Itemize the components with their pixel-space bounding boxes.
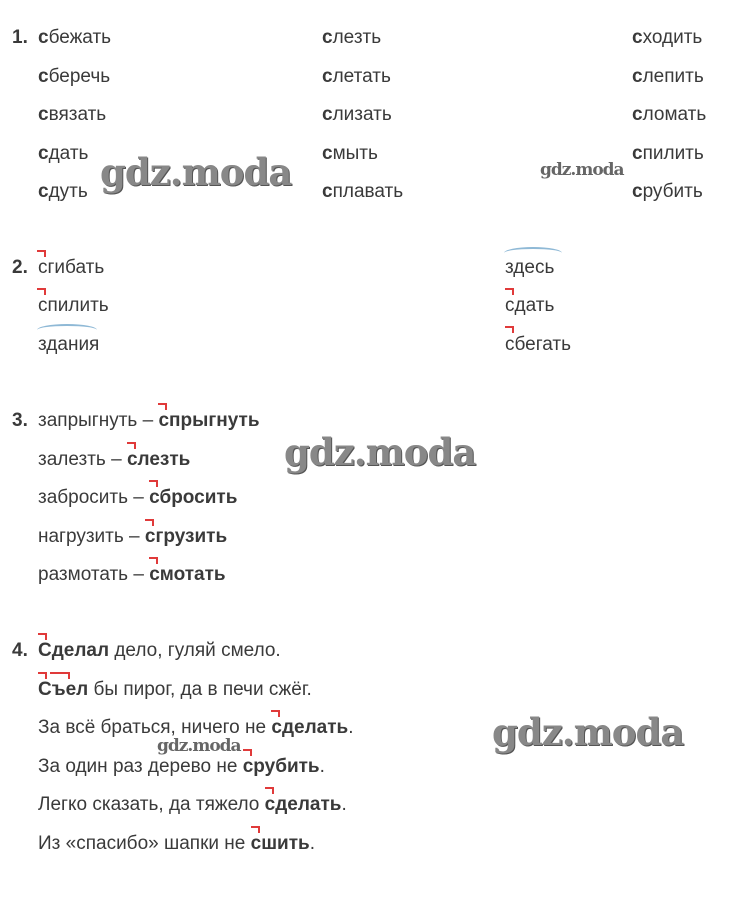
prefix-mark: [149, 480, 158, 487]
proverb-text: За один раз дерево не: [38, 755, 243, 777]
prefix-letter: с: [632, 65, 643, 87]
task-1-word: [322, 66, 391, 88]
word-rest: дать: [48, 142, 89, 164]
proverb-text: дело, гуляй смело.: [109, 640, 281, 661]
prefix-mark: [158, 403, 167, 410]
task-2-word: сгибать: [38, 257, 105, 278]
word-rest: лепить: [642, 65, 704, 87]
proverb-verb: сшить: [250, 832, 310, 854]
task-4-number: 4.: [12, 640, 28, 661]
derived-verb: сгрузить: [144, 525, 228, 547]
task-1-word: [322, 104, 392, 126]
prefix-mark: [505, 326, 514, 333]
word-rest: рубить: [642, 181, 703, 202]
task-2-word: спилить: [38, 295, 109, 316]
task-2-word: сдать: [505, 295, 555, 316]
prefix-letter: с: [38, 27, 49, 48]
prefix-mark: [145, 519, 154, 526]
prefix-letter: с: [322, 181, 333, 202]
proverb-line: [38, 679, 312, 701]
prefix-mark: [505, 288, 514, 295]
task-1-word: [38, 181, 88, 203]
prefix-letter: с: [632, 181, 643, 202]
proverb-text: .: [319, 755, 325, 777]
task-1-word: [632, 181, 703, 203]
derived-verb: спрыгнуть: [158, 410, 260, 431]
proverb-line: [38, 756, 325, 778]
prefix-mark: [37, 250, 46, 257]
word-rest: лезть: [332, 27, 382, 48]
base-verb: размотать –: [38, 564, 150, 585]
proverb-text: бы пирог, да в печи сжёг.: [88, 678, 312, 700]
root-arc-mark: [37, 324, 97, 336]
task-2-word: сбегать: [505, 334, 571, 355]
word-rest: плавать: [332, 181, 404, 202]
proverb-line: [38, 640, 281, 662]
word-rest: ломать: [642, 104, 707, 125]
derived-verb: смотать: [149, 564, 226, 585]
prefix-mark: [271, 710, 280, 717]
proverb-verb: Съел: [38, 678, 89, 700]
task-1-word: [632, 27, 702, 49]
prefix-letter: с: [38, 65, 49, 87]
prefix-letter: с: [322, 142, 333, 164]
word-rest: лизать: [332, 104, 392, 125]
prefix-mark: [38, 672, 47, 679]
proverb-line: [38, 833, 315, 855]
prefix-letter: с: [322, 104, 333, 125]
proverb-line: [38, 794, 347, 816]
proverb-verb: сделать: [271, 717, 349, 738]
proverb-text: .: [348, 717, 354, 738]
prefix-mark: [37, 288, 46, 295]
task-1-number: 1.: [12, 27, 28, 48]
task-3-row: [38, 410, 260, 432]
proverb-verb: Сделал: [38, 640, 110, 661]
watermark: gdz.moda: [284, 430, 476, 474]
proverb-text: Из «спасибо» шапки не: [38, 832, 251, 854]
task-2-number: 2.: [12, 257, 28, 278]
task-2-word: здесь: [505, 257, 555, 278]
word-rest: дуть: [48, 181, 88, 202]
base-verb: нагрузить –: [38, 525, 145, 547]
watermark: gdz.moda: [492, 710, 684, 754]
task-1-word: [322, 27, 381, 49]
word-rest: бежать: [48, 27, 112, 48]
base-verb: залезть –: [38, 448, 127, 470]
task-1-word: [322, 181, 403, 203]
task-1-word: [38, 66, 110, 88]
proverb-verb: срубить: [242, 755, 320, 777]
derived-verb: сбросить: [149, 487, 238, 508]
word-rest: вязать: [48, 104, 107, 125]
task-1-word: [322, 143, 378, 165]
prefix-mark: [265, 787, 274, 794]
prefix-mark: [243, 749, 252, 756]
word-rest: пилить: [642, 142, 704, 164]
prefix-mark: [38, 633, 47, 640]
proverb-text: .: [341, 794, 347, 815]
task-1-word: [38, 143, 88, 165]
prefix-letter: с: [632, 104, 643, 125]
prefix-letter: с: [322, 65, 333, 87]
proverb-text: .: [309, 832, 315, 854]
task-3-row: [38, 526, 227, 548]
task-1-word: [38, 27, 111, 49]
word-rest: ходить: [642, 27, 703, 48]
prefix-mark: [50, 672, 70, 679]
task-3-row: [38, 564, 226, 586]
proverb-text: Легко сказать, да тяжело: [38, 794, 265, 815]
task-1-word: [632, 104, 706, 126]
prefix-mark: [149, 557, 158, 564]
prefix-letter: с: [38, 142, 49, 164]
watermark: gdz.moda: [157, 736, 241, 756]
prefix-letter: с: [38, 104, 49, 125]
prefix-letter: с: [38, 181, 49, 202]
watermark: gdz.moda: [100, 150, 292, 194]
task-3-number: 3.: [12, 410, 28, 431]
prefix-letter: с: [632, 142, 643, 164]
prefix-mark: [127, 442, 136, 449]
base-verb: забросить –: [38, 487, 150, 508]
prefix-letter: с: [322, 27, 333, 48]
proverb-verb: сделать: [264, 794, 342, 815]
derived-verb: слезть: [126, 448, 191, 470]
prefix-letter: с: [632, 27, 643, 48]
task-3-row: [38, 449, 190, 471]
prefix-mark: [251, 826, 260, 833]
task-3-row: [38, 487, 237, 509]
root-arc-mark: [504, 247, 562, 259]
base-verb: запрыгнуть –: [38, 410, 159, 431]
task-1-word: [632, 66, 704, 88]
watermark: gdz.moda: [540, 160, 624, 180]
task-2-word: здания: [38, 334, 100, 355]
word-rest: летать: [332, 65, 391, 87]
task-1-word: [632, 143, 704, 165]
task-1-word: [38, 104, 106, 126]
proverb-text: За всё браться, ничего не: [38, 717, 272, 738]
word-rest: мыть: [332, 142, 378, 164]
word-rest: беречь: [48, 65, 111, 87]
